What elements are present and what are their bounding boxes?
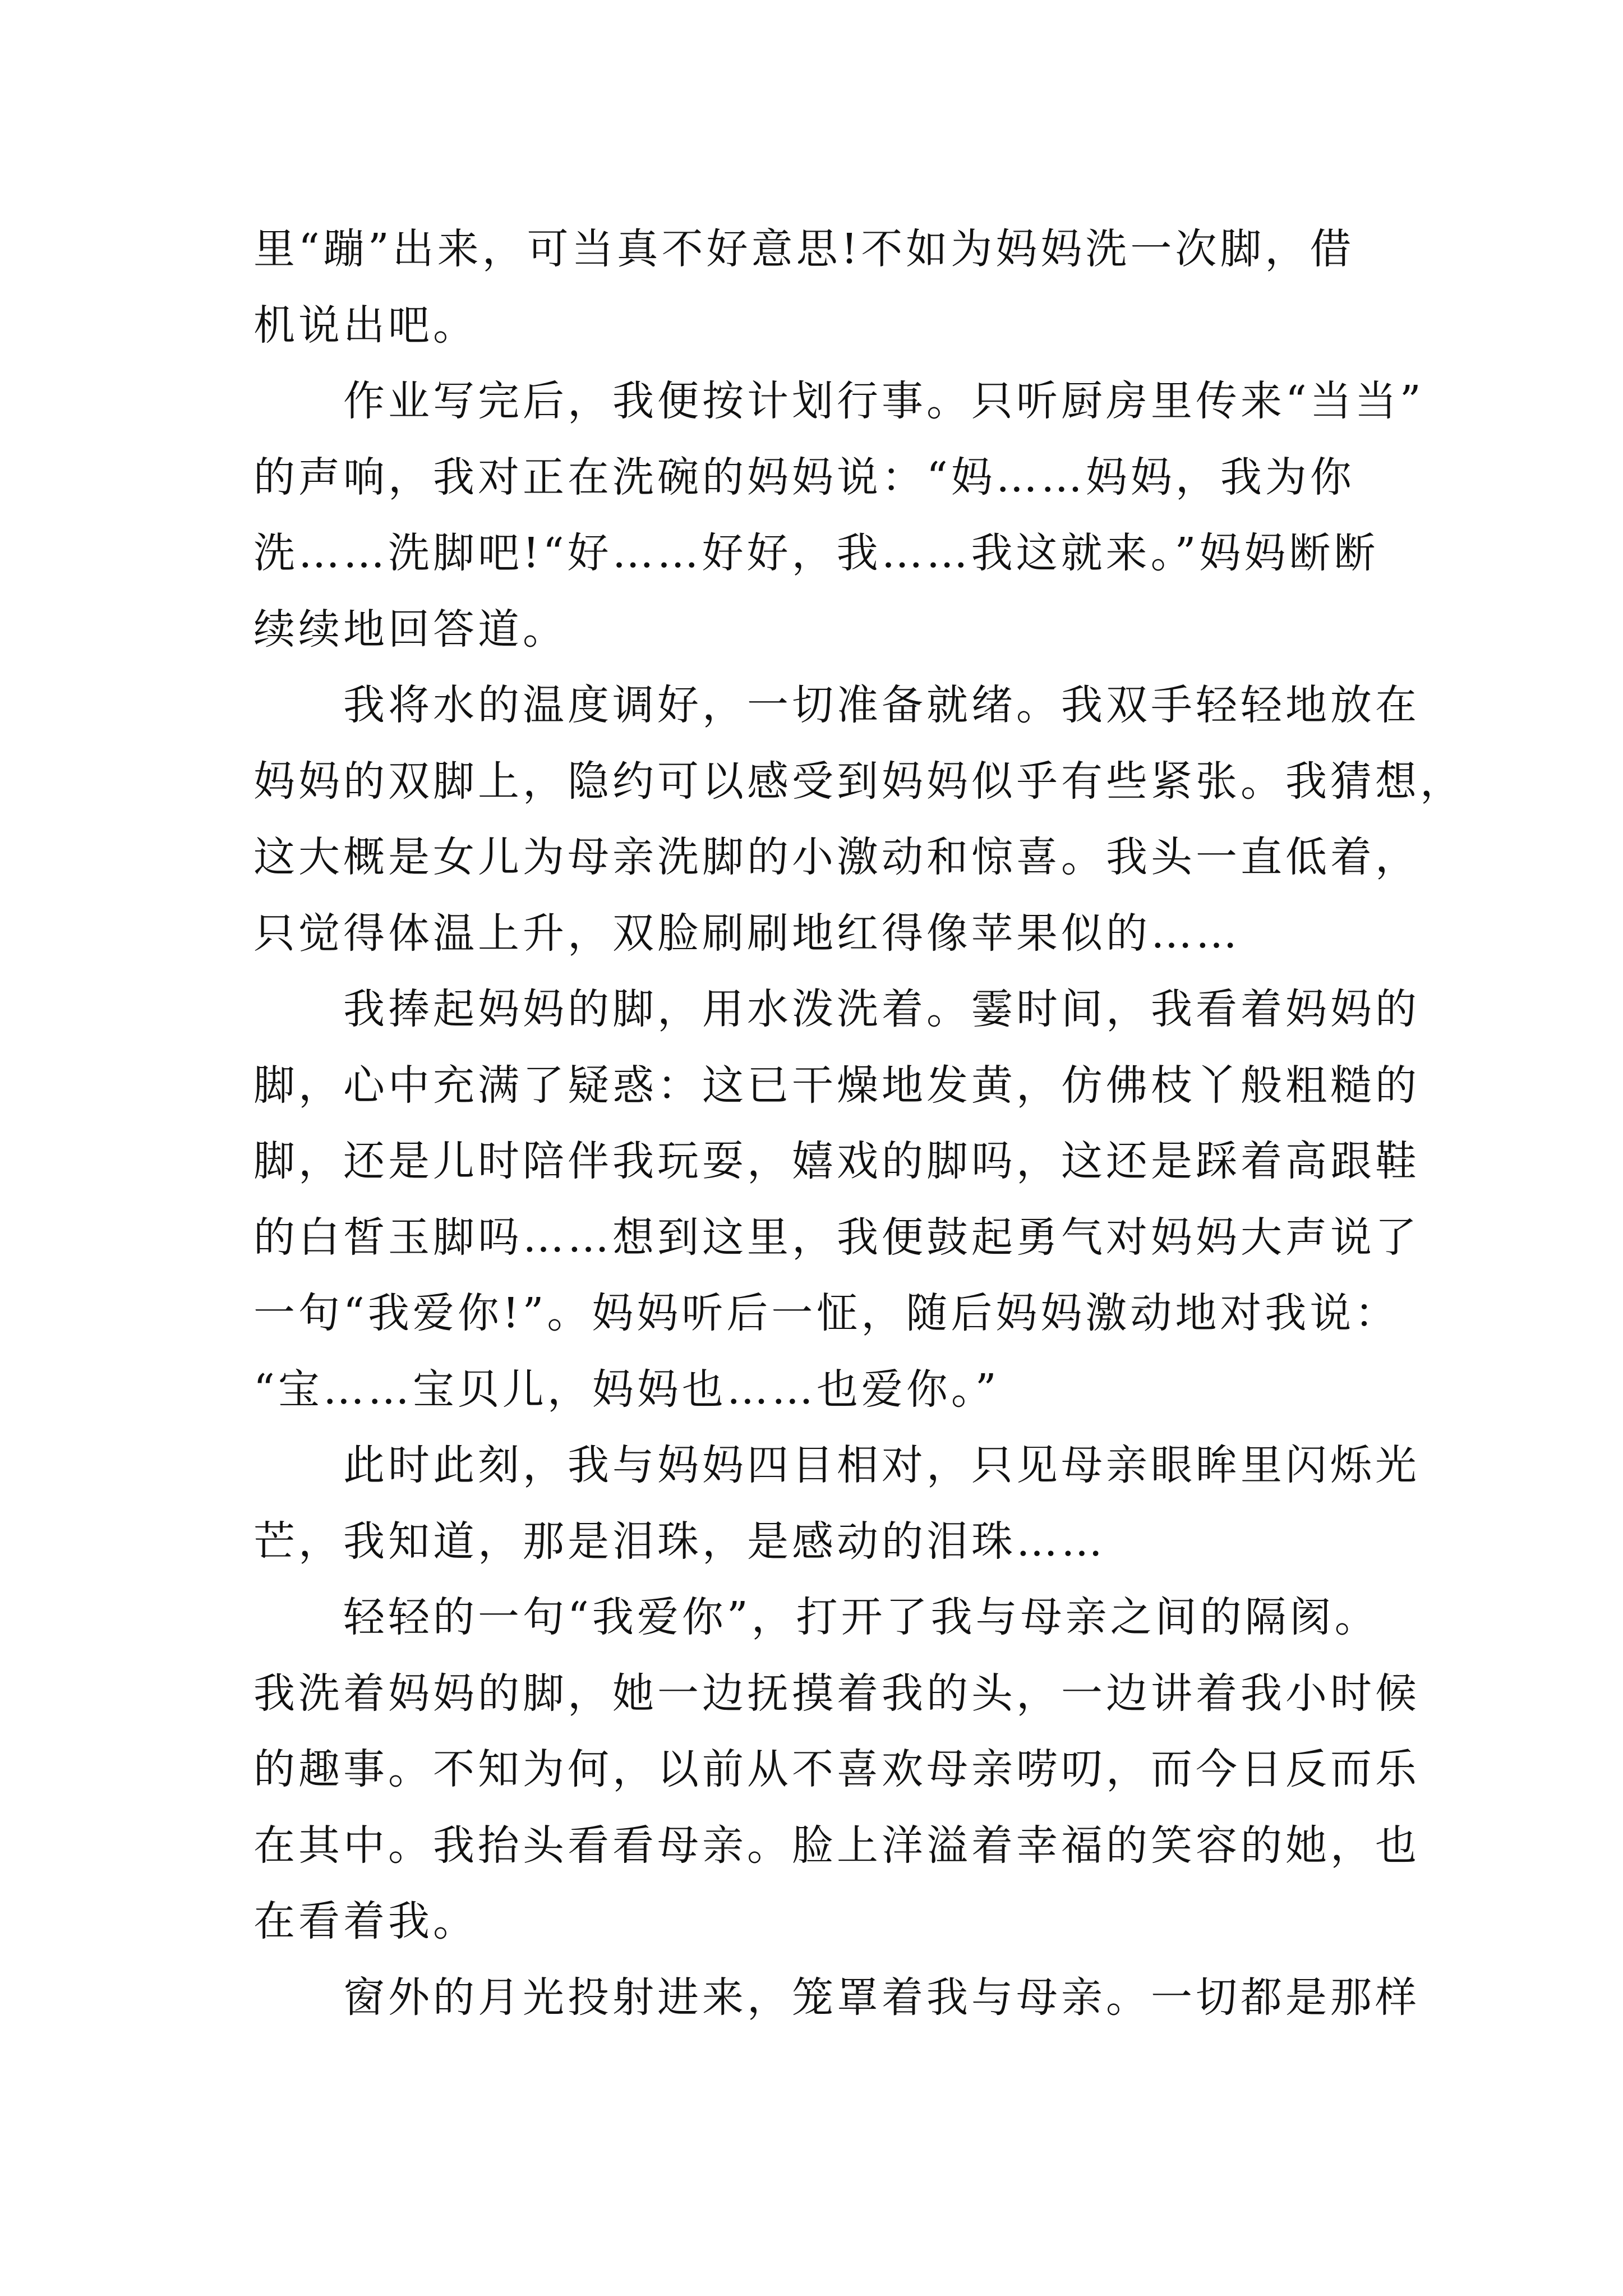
text-line: 妈妈的双脚上，隐约可以感受到妈妈似乎有些紧张。我猜想， (253, 757, 1465, 806)
text-line: 芒，我知道，那是泪珠，是感动的泪珠…… (253, 1517, 1106, 1566)
text-line: 脚，还是儿时陪伴我玩耍，嬉戏的脚吗，这还是踩着高跟鞋 (253, 1137, 1420, 1185)
text-line: 我洗着妈妈的脚，她一边抚摸着我的头，一边讲着我小时候 (253, 1669, 1420, 1718)
text-line: 我捧起妈妈的脚，用水泼洗着。霎时间，我看着妈妈的 (343, 985, 1420, 1033)
text-line: 在其中。我抬头看看母亲。脸上洋溢着幸福的笑容的她，也 (253, 1821, 1420, 1870)
text-line: 续续地回答道。 (253, 605, 568, 654)
text-line: 里“蹦”出来，可当真不好意思!不如为妈妈洗一次脚，借 (253, 225, 1355, 273)
text-line: 一句“我爱你!”。妈妈听后一怔，随后妈妈激动地对我说： (253, 1289, 1400, 1337)
text-line: 洗……洗脚吧!“好……好好，我……我这就来。”妈妈断断 (253, 529, 1379, 577)
paragraph-4 (253, 972, 1420, 1428)
essay-body (253, 211, 1465, 2036)
paragraph-1 (253, 211, 1381, 364)
text-line: 机说出吧。 (253, 301, 478, 349)
text-line: 作业写完后，我便按计划行事。只听厨房里传来“当当” (343, 377, 1424, 425)
text-line: 的白皙玉脚吗……想到这里，我便鼓起勇气对妈妈大声说了 (253, 1213, 1420, 1262)
paragraph-3 (253, 668, 1465, 972)
text-line: “宝……宝贝儿，妈妈也……也爱你。” (253, 1365, 1000, 1414)
paragraph-2 (253, 364, 1424, 668)
text-line: 脚，心中充满了疑惑：这已干燥地发黄，仿佛枝丫般粗糙的 (253, 1061, 1420, 1110)
text-line: 这大概是女儿为母亲洗脚的小激动和惊喜。我头一直低着， (253, 833, 1420, 881)
text-line: 只觉得体温上升，双脸刷刷地红得像苹果似的…… (253, 909, 1241, 958)
text-line: 我将水的温度调好，一切准备就绪。我双手轻轻地放在 (343, 681, 1420, 729)
paragraph-5 (253, 1428, 1420, 1580)
text-line: 窗外的月光投射进来，笼罩着我与母亲。一切都是那样 (343, 1973, 1420, 2022)
text-line: 此时此刻，我与妈妈四目相对，只见母亲眼眸里闪烁光 (343, 1441, 1420, 1489)
text-line: 的趣事。不知为何，以前从不喜欢母亲唠叨，而今日反而乐 (253, 1745, 1420, 1793)
text-line: 在看着我。 (253, 1897, 478, 1945)
paragraph-7 (253, 1960, 1420, 2036)
paragraph-6 (253, 1580, 1420, 1960)
text-line: 的声响，我对正在洗碗的妈妈说：“妈……妈妈，我为你 (253, 453, 1355, 501)
text-line: 轻轻的一句“我爱你”，打开了我与母亲之间的隔阂。 (343, 1593, 1380, 1641)
